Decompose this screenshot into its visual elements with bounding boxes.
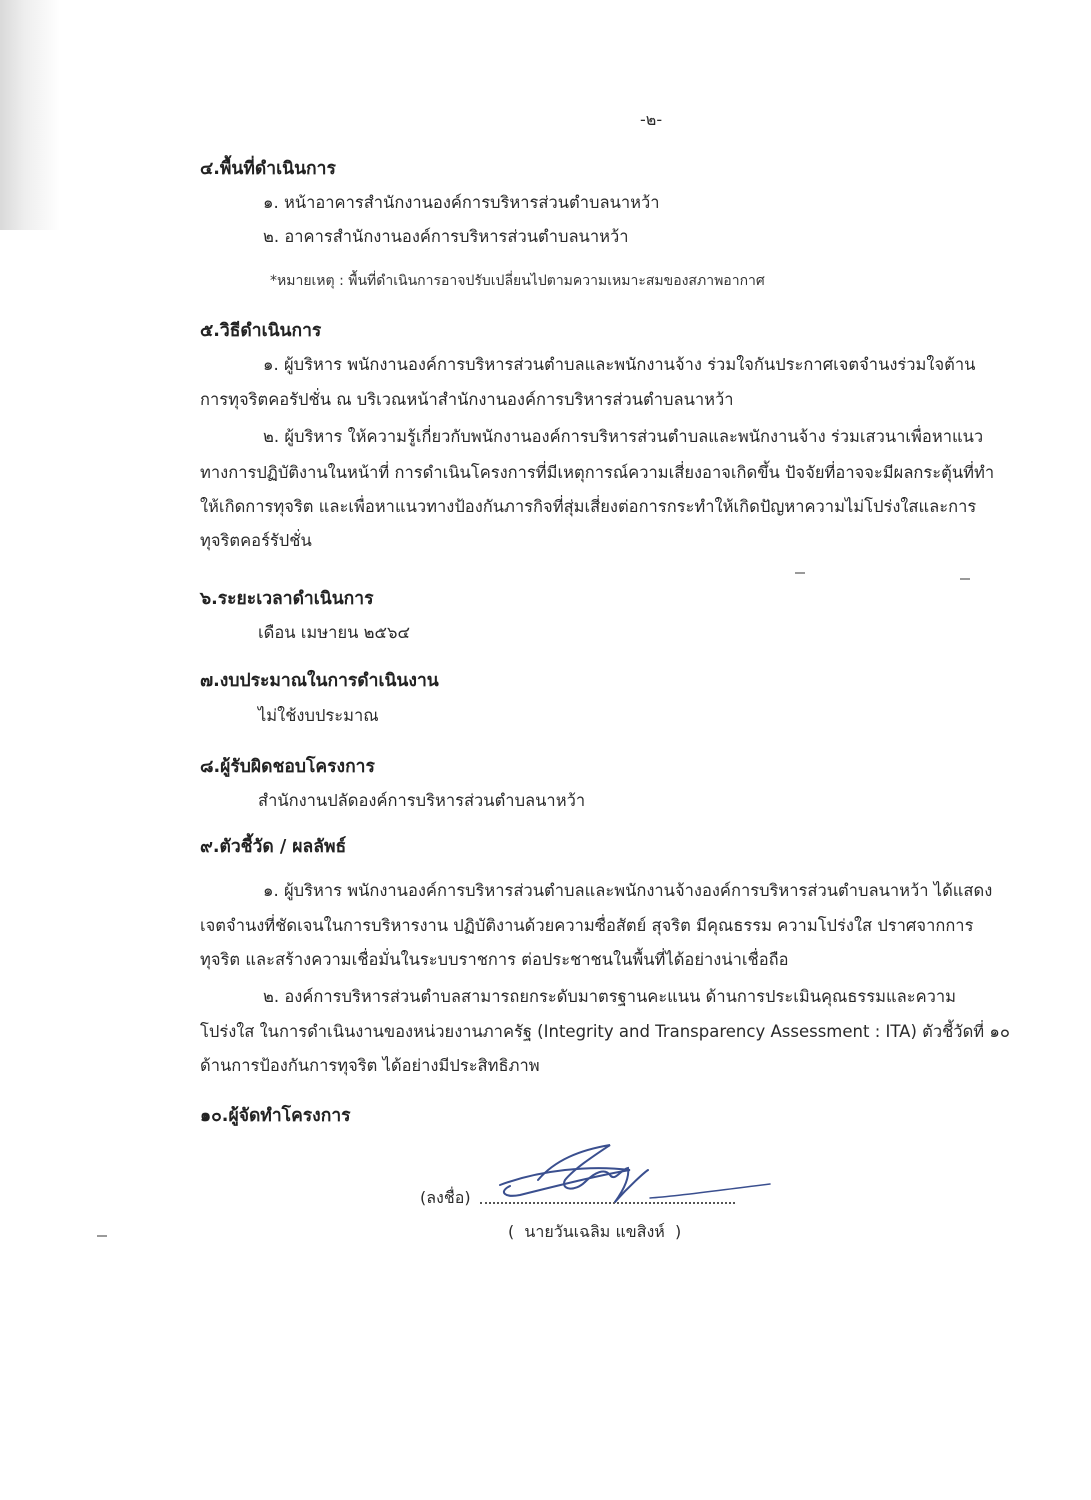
section-9-line: ทุจริต และสร้างความเชื่อมั่นในระบบราชการ ต่อประชาชนในพื้นที่ได้อย่างน่าเชื่อถือ [200, 950, 789, 969]
section-5-line: ๒. ผู้บริหาร ให้ความรู้เกี่ยวกับพนักงานองค์การบริหารส่วนตำบลและพนักงานจ้าง ร่วมเสวนาเพื่อหาแนว [263, 427, 984, 446]
section-6-heading: ๖.ระยะเวลาดำเนินการ [200, 589, 374, 609]
section-8-text: สำนักงานปลัดองค์การบริหารส่วนตำบลนาหว้า [258, 791, 586, 810]
scan-speck [960, 578, 970, 580]
scan-speck [97, 1235, 107, 1237]
scan-speck [795, 572, 805, 574]
section-7-heading: ๗.งบประมาณในการดำเนินงาน [200, 671, 439, 691]
section-7-text: ไม่ใช้งบประมาณ [258, 706, 379, 725]
section-8-heading: ๘.ผู้รับผิดชอบโครงการ [200, 757, 375, 777]
section-5-line: ให้เกิดการทุจริต และเพื่อหาแนวทางป้องกันภารกิจที่สุ่มเสี่ยงต่อการกระทำให้เกิดปัญหาความไม่โปร่งใสและการ [200, 497, 977, 516]
section-4-heading: ๔.พื้นที่ดำเนินการ [200, 159, 336, 179]
section-10-heading: ๑๐.ผู้จัดทำโครงการ [200, 1106, 351, 1126]
section-4-note: *หมายเหตุ : พื้นที่ดำเนินการอาจปรับเปลี่ยนไปตามความเหมาะสมของสภาพอากาศ [270, 273, 765, 289]
section-5-line: ทางการปฏิบัติงานในหน้าที่ การดำเนินโครงการที่มีเหตุการณ์ความเสี่ยงอาจเกิดขึ้น ปัจจัยที่อาจจะมีผลกระตุ้นที่ทำ [200, 463, 995, 482]
signature-label: (ลงชื่อ) [420, 1188, 471, 1207]
section-5-line: การทุจริตคอรัปชั่น ณ บริเวณหน้าสำนักงานองค์การบริหารส่วนตำบลนาหว้า [200, 390, 734, 409]
section-9-heading: ๙.ตัวชี้วัด / ผลลัพธ์ [200, 837, 347, 857]
section-5-line: ทุจริตคอร์รัปชั่น [200, 531, 312, 550]
scan-shadow-edge [0, 0, 60, 230]
section-9-line: เจตจำนงที่ชัดเจนในการบริหารงาน ปฏิบัติงานด้วยความซื่อสัตย์ สุจริต มีคุณธรรม ความโปร่งใส ปราศจากการ [200, 916, 974, 935]
section-6-text: เดือน เมษายน ๒๕๖๔ [258, 623, 410, 642]
signature-line [480, 1202, 735, 1204]
section-9-line: โปร่งใส ในการดำเนินงานของหน่วยงานภาครัฐ (Integrity and Transparency Assessment : ITA) ตัวชี้วัดที่ ๑๐ [200, 1022, 1010, 1041]
section-4-item-1: ๑. หน้าอาคารสำนักงานองค์การบริหารส่วนตำบลนาหว้า [263, 193, 660, 212]
section-9-line: ๒. องค์การบริหารส่วนตำบลสามารถยกระดับมาตรฐานคะแนน ด้านการประเมินคุณธรรมและความ [263, 987, 957, 1006]
section-5-heading: ๕.วิธีดำเนินการ [200, 321, 322, 341]
signatory-name: ( นายวันเฉลิม แขสิงห์ ) [508, 1222, 682, 1241]
section-9-line: ๑. ผู้บริหาร พนักงานองค์การบริหารส่วนตำบลและพนักงานจ้างองค์การบริหารส่วนตำบลนาหว้า ได้แสดง [263, 881, 993, 900]
page-number: -๒- [640, 110, 663, 129]
section-9-line: ด้านการป้องกันการทุจริต ได้อย่างมีประสิทธิภาพ [200, 1056, 540, 1075]
section-5-line: ๑. ผู้บริหาร พนักงานองค์การบริหารส่วนตำบลและพนักงานจ้าง ร่วมใจกันประกาศเจตจำนงร่วมใจต้าน [263, 355, 976, 374]
section-4-item-2: ๒. อาคารสำนักงานองค์การบริหารส่วนตำบลนาหว้า [263, 227, 629, 246]
